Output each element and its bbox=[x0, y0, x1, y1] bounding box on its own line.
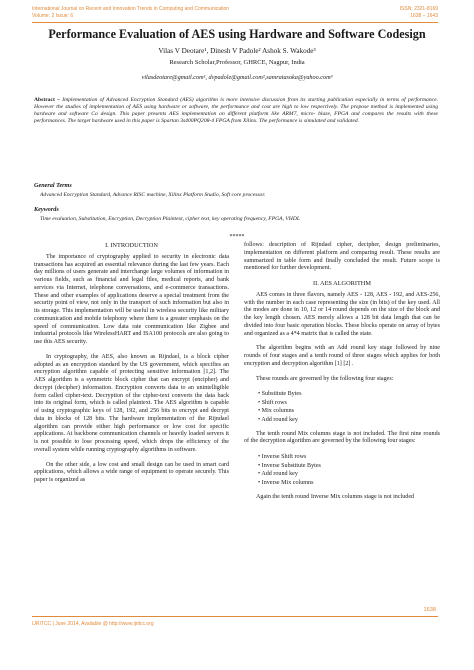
right-column bbox=[244, 242, 440, 508]
list-item: • Inverse Substitute Bytes bbox=[258, 462, 440, 471]
journal-name: International Journal on Recent and Innovation Trends in Computing and Communication bbox=[32, 6, 230, 12]
general-terms-heading: General Terms bbox=[34, 182, 72, 189]
list-item: • Mix columns bbox=[258, 407, 440, 416]
inverse-stage-list bbox=[244, 453, 440, 487]
paragraph: These rounds are governed by the following four stages: bbox=[256, 375, 394, 382]
list-item: • Add round key bbox=[258, 416, 440, 425]
abstract-text: Implementation of Advanced Encryption Standard (AES) algorithm is more intensive discussion from its starting publication especially in terms of performance. However the studies of implementation of AES using hardware or software, the performance and cost are high to low respectively. The propose method is implemented using hardware and software Co design. This paper presents AES implementation on different platform like ARM7, micro- blaze, FPGA and compares the results with these performances. The target hardware used in this paper is Spartan 3s400PQ208-4 FPGA from Xilinx. The performance is simulated and validated. bbox=[34, 97, 438, 125]
list-item: • Shift rows bbox=[258, 399, 440, 408]
page-number: 1638 bbox=[423, 607, 436, 613]
section-heading-introduction: I. INTRODUCTION bbox=[105, 242, 158, 249]
paragraph: Again the tenth round Inverse Mix columns stage is not included bbox=[256, 493, 415, 500]
paragraph: The importance of cryptography applied to security in electronic data transactions has acquired an essential relevance during the last few years. Each day millions of users generate and interchange large volumes of information in various fields, such as financial and legal files, medical reports, and bank services via Internet, telephone conversations, and e-commerce transactions. These and other examples of applications deserve a special treatment from the security point of view, not only in the transport of such information but also in its storage. This implementation will be useful in wireless security like military communication and mobile telephony where there is a greater emphasis on the speed of communication. Low data rate communication like Zigbee and industrial protocols like WirelessHART and ISA100 protocols are also going to use this AES security. bbox=[34, 253, 229, 345]
paragraph: The algorithm begins with an Add round key stage followed by nine rounds of four stages and a tenth round of three stages which applies for both encryption and decryption algorithm [1] [2] . bbox=[244, 345, 440, 367]
author-affiliation: Research Scholar,Professor, GHRCE, Nagpur, India bbox=[169, 59, 305, 66]
paragraph: The tenth round Mix columns stage is not included. The first nine rounds of the decryption algorithm are governed by the following four stages: bbox=[244, 430, 440, 445]
journal-issn: ISSN: 2321-8169 bbox=[399, 6, 438, 12]
header-divider bbox=[32, 22, 438, 23]
stage-list bbox=[244, 390, 440, 424]
list-item: • Add round key bbox=[258, 470, 440, 479]
section-separator: ***** bbox=[229, 234, 245, 240]
journal-pages: 1638 – 1643 bbox=[410, 12, 438, 19]
paragraph: In cryptography, the AES, also known as Rijndael, is a block cipher adopted as an encryption standard by the US government, which specifies an encryption algorithm capable of protecting sensitive information [1,2]. The AES algorithm is a symmetric block cipher that can encrypt (encipher) and decrypt (decipher) information. Encryption converts data to an unintelligible form called cipher-text. Decryption of the cipher-text converts the data back into its original form, which is called plaintext. The AES algorithm is capable of using cryptographic keys of 128, 192, and 256 bits to encrypt and decrypt data in blocks of 128 bits. The hardware implementation of the Rijndael algorithm can provide either high performance or low cost for specific applications. At backbone communication channels or heavily loaded servers it is not possible to lose processing speed, which drops the efficiency of the overall system while running cryptography algorithms in software. bbox=[34, 353, 229, 453]
paper-title: Performance Evaluation of AES using Hardware and Software Codesign bbox=[48, 27, 426, 41]
section-heading-aes-algorithm: II. AES ALGORITHM bbox=[313, 280, 371, 287]
keywords-text: Time evaluation, Substitution, Encryption, Decryption Plaintext, cipher text, key operating frequency, FPGA, VHDL bbox=[40, 216, 300, 222]
list-item: • Inverse Mix columns bbox=[258, 479, 440, 488]
author-emails: vilasdeotare@gmail.com¹, dvpadole@gmail.com²,samratasoka@yahoo.com³ bbox=[141, 74, 333, 81]
keywords-heading: Keywords bbox=[34, 206, 59, 213]
paragraph: follows: description of Rijndael cipher, decipher, design preliminaries, implementation on different platform and comparing result. These results are summarized in table form and finally concluded the result. Future scope is mentioned for further development. bbox=[244, 242, 440, 272]
footer-divider bbox=[32, 616, 438, 617]
abstract bbox=[34, 97, 438, 125]
abstract-label: Abstract – bbox=[34, 97, 60, 103]
left-column bbox=[34, 242, 229, 492]
paragraph: On the other side, a low cost and small design can be used in smart card applications, which allows a wide range of equipment to operate securely. This paper is organized as bbox=[34, 461, 229, 483]
footer-text: IJRITCC | June 2014, Available @ http://www.ijritcc.org bbox=[32, 621, 154, 627]
journal-volume: Volume: 2 Issue: 6 bbox=[32, 12, 74, 19]
paper-authors: Vilas V Deotare¹, Dinesh V Padole² Ashok S. Wakode³ bbox=[158, 47, 316, 55]
list-item: • Substitute Bytes bbox=[258, 390, 440, 399]
general-terms-text: Advanced Encryption Standard, Advance RISC machine, Xilinx Platform Studio, Soft core processor. bbox=[40, 192, 266, 198]
list-item: • Inverse Shift rows bbox=[258, 453, 440, 462]
paragraph: AES comes in three flavors, namely AES - 128, AES - 192, and AES-256, with the number in each case representing the size (in bits) of the key used. All the modes are done in 10, 12 or 14 round depends on the size of the block and the key length chosen. AES merely allows a 128 bit data length that can be divided into four basic operation blocks. These blocks operate on array of bytes and organized as a 4*4 matrix that is called the state. bbox=[244, 291, 440, 337]
